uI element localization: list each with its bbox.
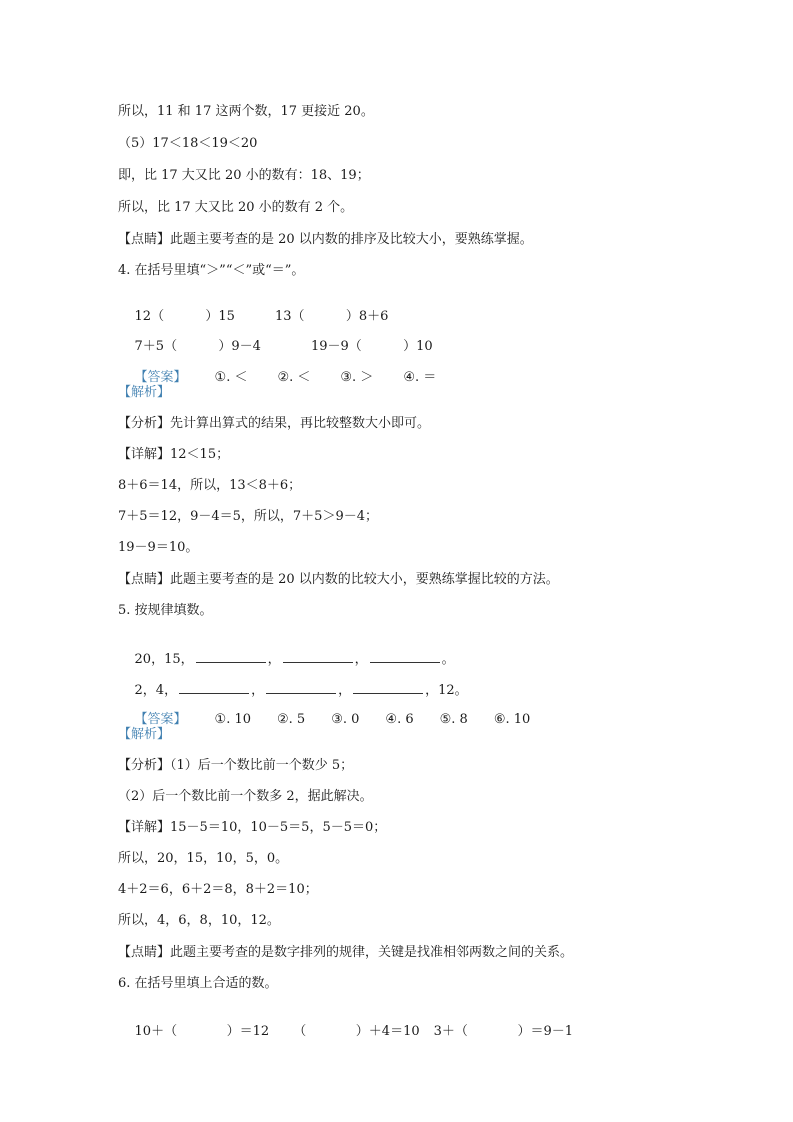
q4-item-4: 19－9（ ）10 [310,339,433,354]
q5-row2-prefix: 2，4， [134,683,178,698]
fenxi: 【分析】先计算出算式的结果，再比较整数大小即可。 [118,416,431,431]
xiangjie-line: 【详解】12＜15； [118,447,230,462]
separator: ， [338,683,352,698]
blank-3[interactable] [370,650,440,663]
text-line: （5）17＜18＜19＜20 [118,136,258,151]
question-4-title: 4. 在括号里填“＞”“＜”或“＝”。 [118,263,305,278]
xiangjie-line: 【详解】15－5＝10，10－5＝5，5－5＝0； [118,820,387,835]
q6-item-2: （ ）＋4＝10 [293,1024,420,1039]
separator: ， [354,652,368,667]
end-mark: ，12。 [425,683,468,698]
fenxi: （2）后一个数比前一个数多 2，据此解决。 [118,789,373,804]
xiangjie-line: 8＋6＝14，所以，13＜8＋6； [118,478,302,493]
question-6-title: 6. 在括号里填上合适的数。 [118,976,278,991]
blank-1[interactable] [196,650,266,663]
xiangjie-line: 所以，20，15，10，5，0。 [118,851,289,866]
q6-item-1: 10＋（ ）＝12 [134,1024,270,1039]
q5-answer-row [118,696,530,744]
q4-item-1: 12（ ）15 [134,309,235,324]
text-line: 即，比 17 大又比 20 小的数有：18、19； [118,168,370,183]
blank-5[interactable] [266,681,336,694]
blank-2[interactable] [283,650,353,663]
answer-2: ②. 5 [277,712,306,727]
blank-6[interactable] [353,681,423,694]
fenxi: 【分析】（1）后一个数比前一个数少 5； [118,758,354,773]
answer-4: ④. 6 [385,712,414,727]
dianjing-note: 【点睛】此题主要考查的是数字排列的规律，关键是找准相邻两数之间的关系。 [118,945,574,960]
end-mark: 。 [441,652,455,667]
xiangjie-line: 7＋5＝12，9－4＝5，所以，7＋5＞9－4； [118,509,378,524]
answer-3: ③. 0 [331,712,360,727]
answer-4: ④. ＝ [403,370,437,385]
q6-row [118,1008,573,1056]
xiangjie-line: 4＋2＝6，6＋2＝8，8＋2＝10； [118,882,318,897]
text-line: 所以，11 和 17 这两个数，17 更接近 20。 [118,104,374,119]
answer-3: ③. ＞ [340,370,374,385]
dianjing-note: 【点睛】此题主要考查的是 20 以内数的比较大小，要熟练掌握比较的方法。 [118,572,559,587]
dianjing-note: 【点睛】此题主要考查的是 20 以内数的排序及比较大小，要熟练掌握。 [118,232,533,247]
q6-item-3: 3＋（ ）＝9－1 [433,1024,574,1039]
separator: ， [251,683,265,698]
answer-1: ①. ＜ [214,370,248,385]
analysis-label: 【解析】 [118,727,171,742]
blank-4[interactable] [179,681,249,694]
answer-5: ⑤. 8 [439,712,468,727]
answer-2: ②. ＜ [277,370,311,385]
q5-row1-prefix: 20，15， [134,652,194,667]
xiangjie-line: 19－9＝10。 [118,540,199,555]
xiangjie-line: 所以，4，6，8，10，12。 [118,913,280,928]
answer-6: ⑥. 10 [493,712,531,727]
q4-item-3: 7＋5（ ）9－4 [134,339,261,354]
q4-item-2: 13（ ）8＋6 [274,309,389,324]
analysis-label: 【解析】 [118,385,171,400]
answer-1: ①. 10 [214,712,252,727]
text-line: 所以，比 17 大又比 20 小的数有 2 个。 [118,200,354,215]
separator: ， [267,652,281,667]
answer-label: 【答案】 [134,712,187,727]
question-5-title: 5. 按规律填数。 [118,603,213,618]
answer-label: 【答案】 [134,370,187,385]
